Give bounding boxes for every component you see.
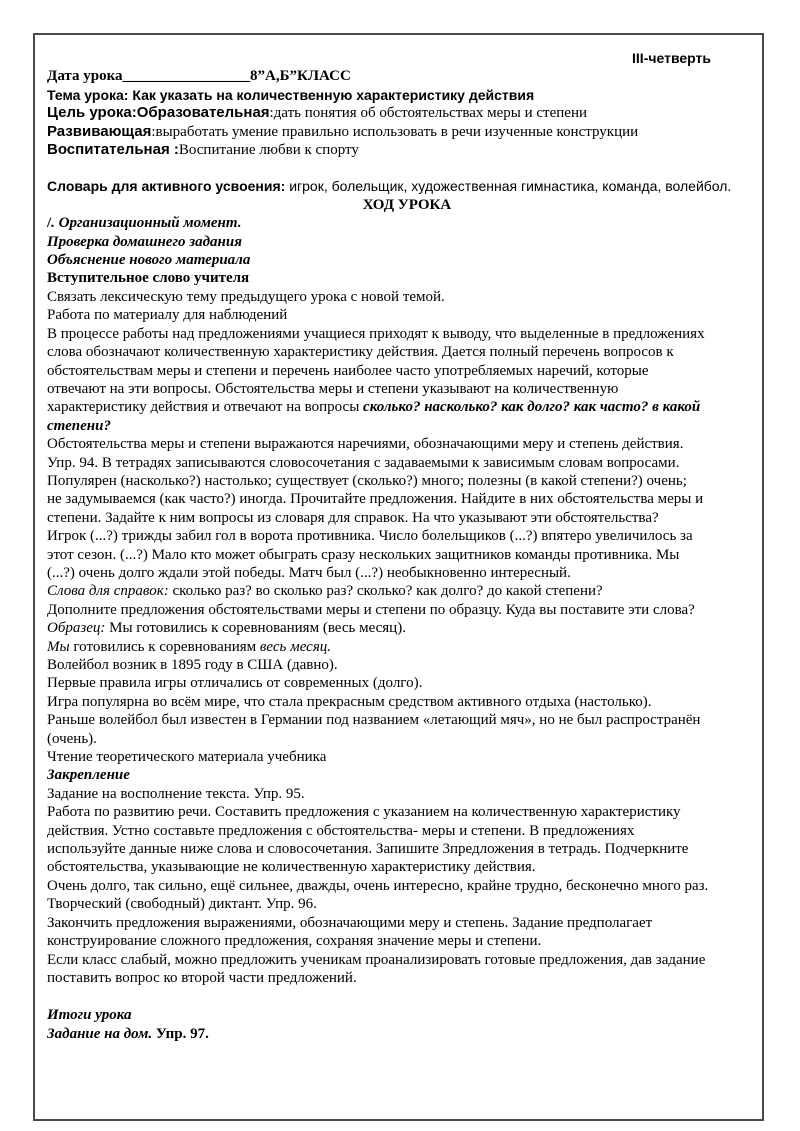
goal-sub-label: Образовательная xyxy=(136,104,270,122)
intro-word-heading: Вступительное слово учителя xyxy=(47,270,250,287)
org-moment xyxy=(47,214,767,232)
reference-label: Слова для справок: xyxy=(47,583,169,600)
paragraph: Работа по развитию речи. Составить предложения с указанием на количественную характеристику xyxy=(47,804,681,821)
paragraph: этот сезон. (...?) Мало кто может обыграть сразу нескольких защитников команды противника. Мы xyxy=(47,546,680,563)
exercise-sentence: Волейбол возник в 1895 году в США (давно). xyxy=(47,657,338,673)
lesson-plan-document xyxy=(47,36,767,1043)
educational-goal-line xyxy=(47,141,767,159)
paragraph: Чтение теоретического материала учебника xyxy=(47,749,327,766)
org-mark: / xyxy=(47,215,52,232)
reference-value: сколько раз? во сколько раз? сколько? как долго? до какой степени? xyxy=(168,583,603,600)
paragraph: Задание на восполнение текста. Упр. 95. xyxy=(47,785,305,802)
exercise-sentence: Первые правила игры отличались от современных (долго). xyxy=(47,675,423,692)
sample-subject: Мы xyxy=(47,638,70,655)
paragraph: Работа по материалу для наблюдений xyxy=(47,307,288,324)
paragraph: Игрок (...?) трижды забил гол в ворота противника. Число болельщиков (...?) впятеро увеличилось за xyxy=(47,528,693,545)
new-material-heading: Объяснение нового материала xyxy=(47,252,251,269)
paragraph: отвечают на эти вопросы. Обстоятельства меры и степени указывают на количественную xyxy=(47,380,619,397)
homework-label: Задание на дом. xyxy=(47,1025,153,1042)
educational-value: Воспитание любви к спорту xyxy=(178,142,359,159)
sample-answer-line xyxy=(47,638,767,656)
sample-value: Мы готовились к соревнованиям (весь месяц). xyxy=(105,620,406,637)
paragraph: Упр. 94. В тетрадях записываются словосочетания с задаваемыми к зависимым словам вопросами. xyxy=(47,454,680,471)
org-text: . Организационный момент. xyxy=(51,215,242,232)
paragraph: поставить вопрос ко второй части предложений. xyxy=(47,969,357,986)
paragraph: конструирование сложного предложения, сохраняя значение меры и степени. xyxy=(47,933,542,950)
paragraph: не задумываемся (как часто?) иногда. Прочитайте предложения. Найдите в них обстоятельства меры и xyxy=(47,491,704,508)
date-class-line xyxy=(47,67,767,85)
paragraph: обстоятельства, указывающие не количественную характеристику действия. xyxy=(47,859,536,876)
exercise-sentence: Раньше волейбол был известен в Германии под названием «летающий мяч», но не был распространён xyxy=(47,712,701,729)
sample-line xyxy=(47,619,767,637)
exercise-sentence: (очень). xyxy=(47,730,97,747)
developing-value: :выработать умение правильно использовать в речи изученные конструкции xyxy=(151,123,639,140)
goal-label: Цель урока: xyxy=(47,104,137,122)
homework-line xyxy=(47,1025,767,1043)
sample-emphasis: весь месяц. xyxy=(259,638,332,655)
goal-line xyxy=(47,104,767,122)
vocabulary-label: Словарь для активного усвоения: xyxy=(47,178,286,195)
paragraph: Обстоятельства меры и степени выражаются наречиями, обозначающими меру и степень действия. xyxy=(47,436,684,453)
word-list: Очень долго, так сильно, ещё сильнее, дважды, очень интересно, крайне трудно, бесконечно много раз. xyxy=(47,877,709,894)
paragraph: степени. Задайте к ним вопросы из словаря для справок. На что указывают эти обстоятельства? xyxy=(47,509,659,526)
quarter-label: III-четверть xyxy=(632,50,711,66)
topic-line xyxy=(47,86,767,104)
developing-label: Развивающая xyxy=(47,122,152,140)
paragraph xyxy=(47,398,767,416)
questions-emphasis: сколько? насколько? как долго? как часто? в какой xyxy=(363,399,701,416)
goal-value: :дать понятия об обстоятельствах меры и степени xyxy=(269,105,588,122)
class-label: 8”А,Б”КЛАСС xyxy=(250,68,351,85)
exercise-sentence: Игра популярна во всём мире, что стала прекрасным средством активного отдыха (настолько). xyxy=(47,693,652,710)
paragraph: Закончить предложения выражениями, обозначающими меру и степень. Задание предполагает xyxy=(47,914,653,931)
results-heading: Итоги урока xyxy=(47,1007,132,1024)
questions-emphasis: степени? xyxy=(47,417,111,434)
reference-words xyxy=(47,582,767,600)
paragraph: Творческий (свободный) диктант. Упр. 96. xyxy=(47,896,317,913)
homework-value: Упр. 97. xyxy=(152,1025,209,1042)
paragraph: Связать лексическую тему предыдущего урока с новой темой. xyxy=(47,288,445,305)
text: характеристику действия и отвечают на вопросы xyxy=(47,399,364,416)
sample-label: Образец: xyxy=(47,620,106,637)
paragraph: действия. Устно составьте предложения с обстоятельства- меры и степени. В предложениях xyxy=(47,822,635,839)
vocabulary-line xyxy=(47,177,767,195)
topic-label: Тема урока: xyxy=(47,86,129,103)
topic-value: Как указать на количественную характеристику действия xyxy=(132,86,535,103)
homework-check: Проверка домашнего задания xyxy=(47,233,242,250)
date-blank: _________________ xyxy=(122,68,250,85)
paragraph: Популярен (насколько?) настолько; существует (сколько?) много; полезны (в какой степени?) очень; xyxy=(47,472,687,489)
paragraph: В процессе работы над предложениями учащиеся приходят к выводу, что выделенные в предложениях xyxy=(47,325,705,342)
paragraph: используйте данные ниже слова и словосочетания. Запишите 3предложения в тетрадь. Подчеркните xyxy=(47,841,689,858)
sample-middle: готовились к соревнованиям xyxy=(69,638,260,655)
paragraph: Если класс слабый, можно предложить ученикам проанализировать готовые предложения, дав задание xyxy=(47,951,706,968)
paragraph: слова обозначают количественную характеристику действия. Дается полный перечень вопросов к xyxy=(47,344,674,361)
consolidation-heading: Закрепление xyxy=(47,767,130,784)
vocabulary-value: игрок, болельщик, художественная гимнастика, команда, волейбол. xyxy=(285,178,732,195)
paragraph: Дополните предложения обстоятельствами меры и степени по образцу. Куда вы поставите эти слова? xyxy=(47,601,695,618)
course-title: ХОД УРОКА xyxy=(362,196,452,213)
paragraph: обстоятельствам меры и степени и перечень наиболее часто употребляемых наречий, которые xyxy=(47,362,649,379)
paragraph: (...?) очень долго ждали этой победы. Матч был (...?) необыкновенно интересный. xyxy=(47,564,571,581)
educational-label: Воспитательная : xyxy=(47,141,179,159)
developing-goal-line xyxy=(47,123,767,141)
date-label: Дата урока xyxy=(47,68,123,85)
